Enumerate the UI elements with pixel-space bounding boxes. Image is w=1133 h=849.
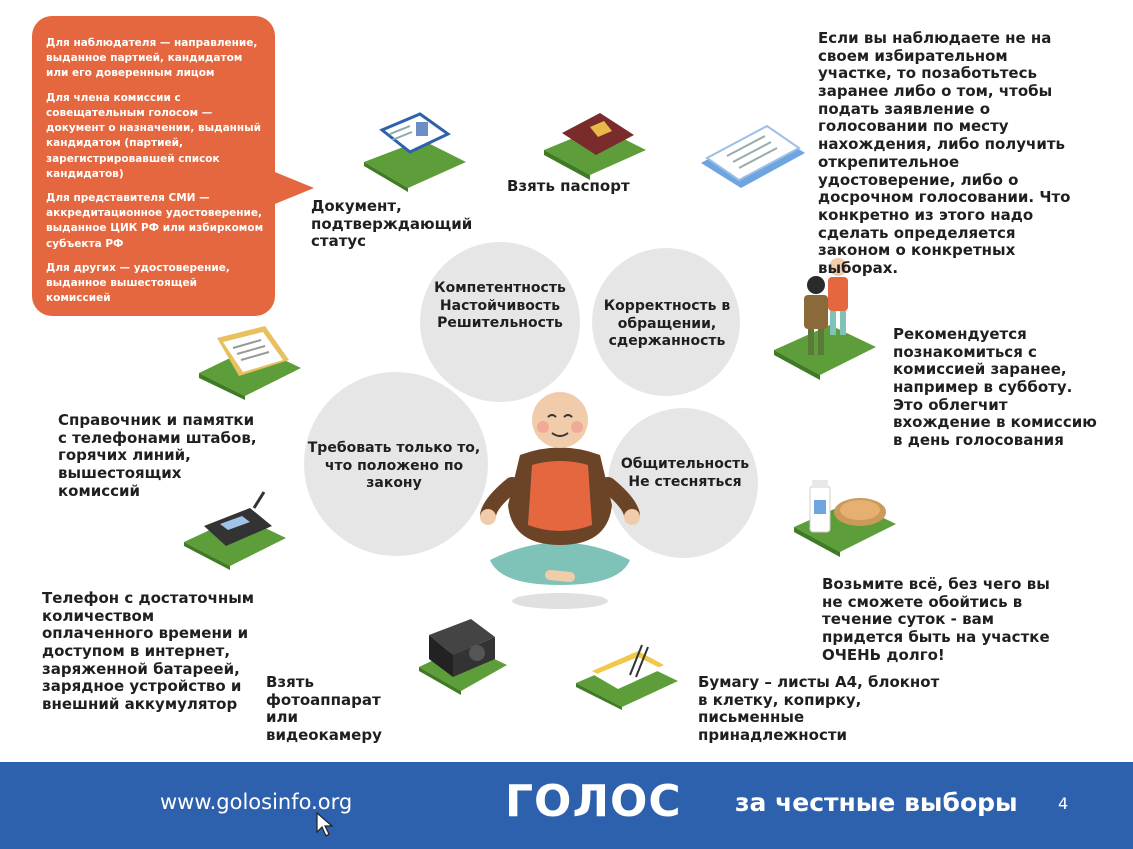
bubble-competence-text: Компетентность Настойчивость Решительность [434, 280, 566, 331]
callout-commission-member-text: Для члена комиссии с совещательным голосом — документ о назначении, выданный кандидатом (партией, зарегистрировавшей список кандидатов) [46, 91, 262, 180]
bubble-law-text: Требовать только то, что положено по закону [307, 440, 481, 491]
passport-icon [540, 95, 650, 180]
application-form-icon [695, 108, 810, 193]
phone-advice-text: Телефон с достаточным количеством оплаченного времени и доступом в интернет, заряженной батареей, зарядное устройство и внешний аккумулятор [42, 589, 255, 714]
meditating-person-icon [470, 385, 650, 615]
document-status-label: Документ, подтверждающий статус [311, 197, 473, 251]
mobile-phone-icon [180, 490, 290, 570]
callout-media-text: Для представителя СМИ — аккредитационное удостоверение, выданное ЦИК РФ или избиркомом субъекта РФ [46, 191, 264, 250]
callout-others-text: Для других — удостоверение, выданное вышестоящей комиссией [46, 261, 230, 305]
footer-bar [0, 762, 1133, 849]
bubble-correctness-text: Корректность в обращении, сдержанность [603, 298, 731, 349]
food-advice-text: Возьмите всё, без чего вы не сможете обойтись в течение суток - вам придется быть на участке ОЧЕНЬ долго! [822, 575, 1050, 664]
paper-stationery-icon [572, 635, 682, 710]
reference-booklet-icon [195, 318, 305, 400]
registration-advice-text: Если вы наблюдаете не на своем избирательном участке, то позаботьтесь заранее либо о том, чтобы подать заявление о голосовании по месту нахождения, либо получить открепительное удостоверение, либо о досрочном голосовании. Что конкретно из этого надо сделать определяется законом о конкретных выборах. [818, 29, 1071, 277]
page-number: 4 [1058, 794, 1069, 813]
camera-icon [415, 615, 510, 695]
golos-logo: ГОЛОС [505, 776, 682, 827]
website-link[interactable]: www.golosinfo.org [160, 790, 353, 814]
callout-tail [270, 170, 314, 206]
paper-advice-text: Бумагу – листы А4, блокнот в клетку, копирку, письменные принадлежности [698, 673, 940, 745]
bubble-sociability-text: Общительность Не стесняться [620, 456, 750, 490]
camera-label: Взять фотоаппарат или видеокамеру [266, 673, 382, 745]
reference-materials-text: Справочник и памятки с телефонами штабов, горячих линий, вышестоящих комиссий [58, 411, 257, 500]
passport-label: Взять паспорт [507, 177, 630, 195]
food-supplies-icon [790, 472, 900, 557]
status-documents-callout [32, 16, 275, 316]
footer-slogan: за честные выборы [735, 788, 1018, 817]
id-document-icon [360, 100, 470, 192]
commission-advice-text: Рекомендуется познакомиться с комиссией заранее, например в субботу. Это облегчит вхождение в комиссию в день голосования [893, 325, 1097, 450]
mouse-cursor-icon [316, 812, 334, 838]
callout-observer-text: Для наблюдателя — направление, выданное партией, кандидатом или его доверенным лицом [46, 37, 258, 80]
